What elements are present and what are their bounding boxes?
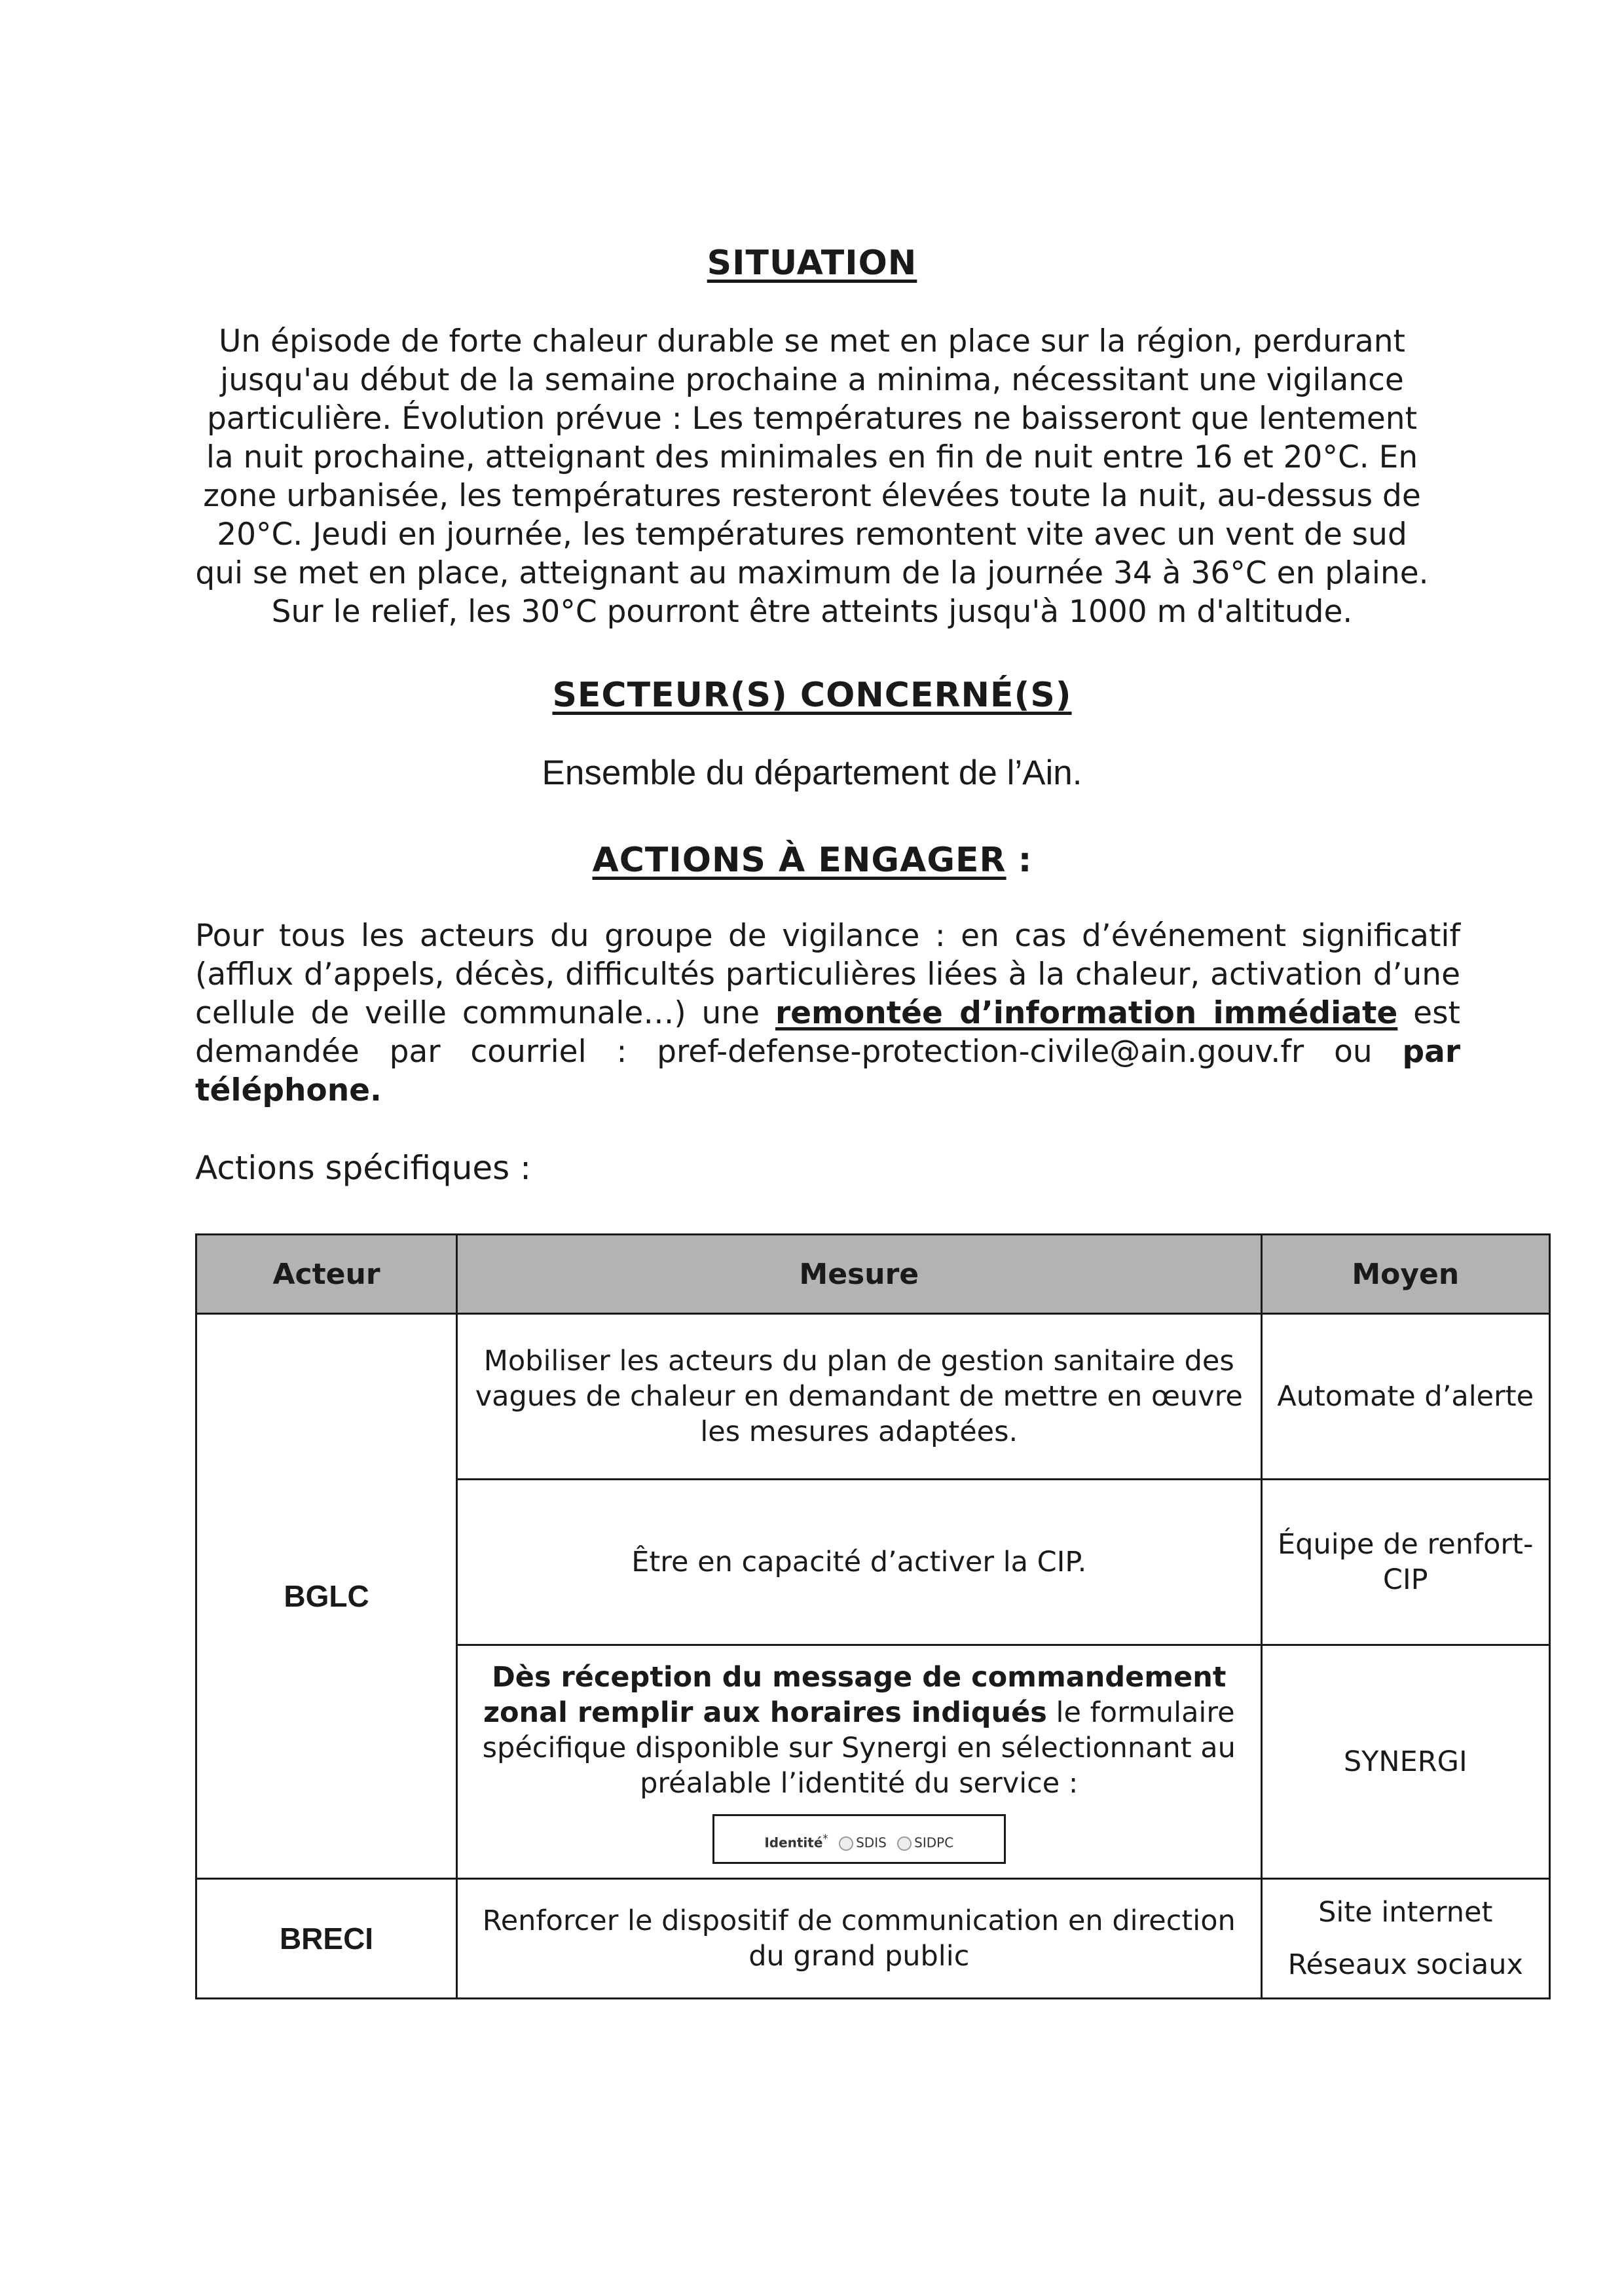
header-acteur: Acteur	[196, 1235, 457, 1314]
identity-selector-image	[712, 1814, 1006, 1864]
identity-label: Identité	[764, 1834, 823, 1851]
mesure-rest-part: le formulaire spécifique disponible sur Synergi en sélectionnant au préalable l’identité du service :	[482, 1696, 1236, 1800]
table-row	[196, 1314, 1550, 1480]
moyen-line: Réseaux sociaux	[1287, 1948, 1523, 1981]
situation-heading: SITUATION	[707, 244, 917, 283]
specific-actions-label: Actions spécifiques :	[195, 1149, 531, 1187]
sector-heading: SECTEUR(S) CONCERNÉ(S)	[552, 676, 1072, 715]
actions-heading-label: ACTIONS À ENGAGER	[592, 841, 1006, 880]
moyen-cell: Équipe de renfort-CIP	[1261, 1480, 1550, 1645]
moyen-cell	[1261, 1879, 1550, 1999]
identity-required-star: *	[822, 1832, 828, 1845]
moyen-cell: SYNERGI	[1261, 1645, 1550, 1879]
actions-heading-suffix: :	[1006, 841, 1032, 880]
mesure-cell	[457, 1645, 1261, 1879]
situation-paragraph: Un épisode de forte chaleur durable se met en place sur la région, perdurant jusqu'au début de la semaine prochaine a minima, nécessitant une vigilance particulière. Évolution prévue : Les températures ne baisseront que lentement la nuit prochaine, atteignant des minimales en fin de nuit entre 16 et 20°C. En zone urbanisée, les températures resteront élevées toute la nuit, au-dessus de 20°C. Jeudi en journée, les températures remontent vite avec un vent de sud qui se met en place, atteignant au maximum de la journée 34 à 36°C en plaine.	[195, 323, 1429, 591]
table-header-row	[196, 1235, 1550, 1314]
intro-part2: est demandée par courriel : pref-defense-protection-civile@ain.gouv.fr ou	[195, 995, 1460, 1070]
actions-intro	[195, 917, 1460, 1110]
situation-text	[190, 322, 1434, 631]
identity-option-sdis: SDIS	[856, 1834, 887, 1851]
intro-part1: Pour tous les acteurs du groupe de vigilance : en cas d’événement significatif (afflux d’appels, décès, difficultés particulières liées à la chaleur, activation d’une cellule de veille communale…) une	[195, 918, 1460, 1031]
mesure-cell: Être en capacité d’activer la CIP.	[457, 1480, 1261, 1645]
table-row	[196, 1879, 1550, 1999]
intro-emphasis: remontée d’information immédiate	[775, 995, 1398, 1031]
actions-heading	[0, 841, 1624, 880]
mesure-cell: Mobiliser les acteurs du plan de gestion sanitaire des vagues de chaleur en demandant de mettre en œuvre les mesures adaptées.	[457, 1314, 1261, 1480]
actions-table	[195, 1233, 1551, 1999]
radio-icon	[897, 1836, 912, 1851]
moyen-line: Site internet	[1318, 1896, 1493, 1929]
radio-icon	[839, 1836, 853, 1851]
situation-relief: Sur le relief, les 30°C pourront être atteints jusqu'à 1000 m d'altitude.	[271, 594, 1353, 630]
identity-option-sidpc: SIDPC	[914, 1834, 954, 1851]
actor-bglc: BGLC	[196, 1314, 457, 1879]
moyen-cell: Automate d’alerte	[1261, 1314, 1550, 1480]
mesure-cell: Renforcer le dispositif de communication en direction du grand public	[457, 1879, 1261, 1999]
sector-text: Ensemble du département de l’Ain.	[542, 754, 1082, 792]
actor-breci: BRECI	[196, 1879, 457, 1999]
header-mesure: Mesure	[457, 1235, 1261, 1314]
mesure-bold-part: Dès réception du message de commandement zonal remplir aux horaires indiqués	[483, 1661, 1227, 1729]
intro-bold-end: par téléphone.	[195, 1034, 1460, 1108]
header-moyen: Moyen	[1261, 1235, 1550, 1314]
